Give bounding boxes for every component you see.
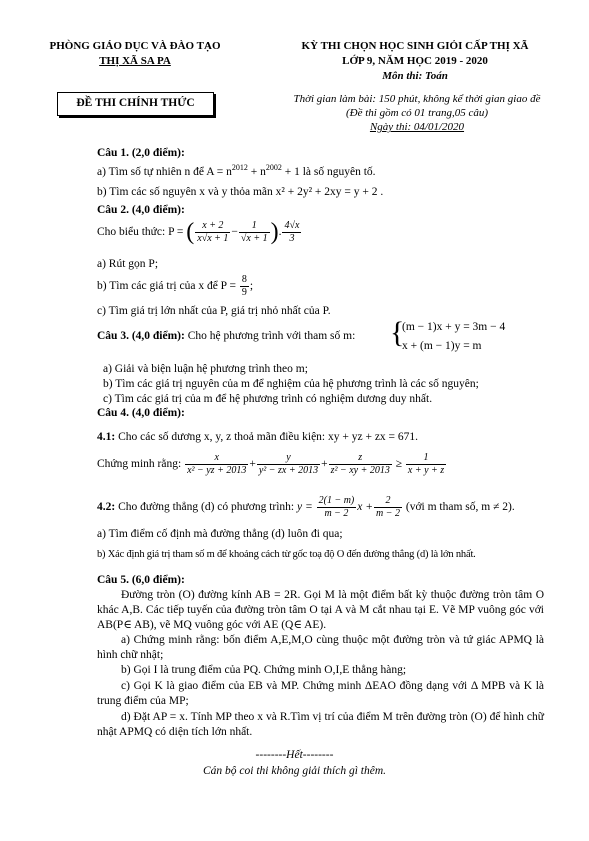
district-name: THỊ XÃ SA PA bbox=[99, 55, 171, 67]
q4-line-frac2: $\frac{2}{m - 2}$ bbox=[376, 495, 400, 519]
minus-sign: − bbox=[231, 226, 238, 238]
q3-eq1: (m − 1)x + y = 3m − 4 bbox=[402, 321, 506, 333]
q4-2-text: 4.2: Cho đường thẳng (d) có phương trình: y = $\frac{2(1 - m)}{m - 2}$ x + $\frac{2}{m - 2}$ (với m tham số, m ≠ 2). bbox=[97, 495, 515, 519]
dot-sign: . bbox=[278, 226, 282, 238]
q2-expression bbox=[97, 220, 302, 244]
q4-2-part-a: a) Tìm điểm cố định mà đường thẳng (d) luôn đi qua; bbox=[97, 528, 343, 540]
q2-part-b: b) Tìm các giá trị của x để P = $\frac{8}{9}$ ; bbox=[97, 274, 254, 298]
q4-1-text: 4.1: Cho các số dương x, y, z thoả mãn điều kiện: xy + yz + zx = 671. bbox=[97, 431, 419, 443]
q4-line-frac1: $\frac{2(1 - m)}{m - 2}$ bbox=[318, 495, 355, 519]
q1-a-text1: a) Tìm số tự nhiên n để A = n bbox=[97, 165, 232, 178]
q2-intro: Cho biểu thức: P = bbox=[97, 226, 184, 238]
q4-term2: $\frac{y}{\text{y² − zx + 2013}}$ bbox=[258, 452, 319, 476]
exam-subject: Môn thi: Toán bbox=[382, 70, 448, 82]
q2-b-frac: $\frac{8}{9}$ bbox=[241, 274, 247, 298]
brace-icon: { bbox=[390, 316, 405, 349]
proctor-note: Cán bộ coi thi không giải thích gì thêm. bbox=[202, 765, 387, 777]
q3-part-b: b) Tìm các giá trị nguyên của m để nghiệm của hệ phương trình là các số nguyên; bbox=[103, 378, 479, 390]
q5-part-c: c) Gọi K là giao điểm của EB và MP. Chứng minh ΔEAO đồng dạng với Δ MPB và K là trung điểm của MP; bbox=[97, 680, 544, 707]
time-note: Thời gian làm bài: 150 phút, không kể thời gian giao đề bbox=[293, 93, 541, 105]
q4-rhs: $\frac{1}{x + y + z}$ bbox=[407, 452, 445, 476]
q1-part-a bbox=[97, 163, 376, 178]
q2-frac1: $\frac{x + 2}{x√x + 1}$ bbox=[197, 220, 229, 244]
q4-2-part-b: b) Xác định giá trị tham số m để khoảng cách từ gốc toạ độ O đến đường thẳng (d) là lớn nhất. bbox=[97, 549, 476, 560]
department-name: PHÒNG GIÁO DỤC VÀ ĐÀO TẠO bbox=[49, 40, 221, 52]
q5-title: Câu 5. (6,0 điểm): bbox=[97, 574, 185, 586]
q3-part-a: a) Giải và biện luận hệ phương trình theo m; bbox=[103, 363, 308, 375]
q1-title: Câu 1. (2,0 điểm): bbox=[97, 147, 185, 159]
q3-intro: Cho hệ phương trình với tham số m: bbox=[184, 330, 356, 342]
q3-title: Câu 3. (4,0 điểm): bbox=[97, 330, 185, 342]
q4-1-inequality: Chứng minh rằng: $\frac{x}{\text{x² − yz + 2013}}$ + $\frac{y}{\text{y² − zx + 2013}}$ + $\frac{z}{\text{z² − xy + 2013}}$ ≥ $\frac{1}{x + y + z}$ bbox=[97, 452, 445, 476]
q3-header bbox=[97, 330, 355, 342]
q2-b-text: b) Tìm các giá trị của x để P = bbox=[97, 280, 237, 292]
q5-part-b: b) Gọi I là trung điểm của PQ. Chứng minh O,I,E thẳng hàng; bbox=[121, 664, 407, 676]
q4-title: Câu 4. (4,0 điểm): bbox=[97, 407, 185, 419]
q1-a-text2: + n bbox=[247, 165, 266, 178]
q2-part-a: a) Rút gọn P; bbox=[97, 258, 159, 270]
exam-date: Ngày thi: 04/01/2020 bbox=[369, 121, 465, 133]
q3-eq2: x + (m − 1)y = m bbox=[402, 340, 482, 352]
exam-name: KỲ THI CHỌN HỌC SINH GIỎI CẤP THỊ XÃ bbox=[301, 40, 529, 52]
q1-a-text3: + 1 là số nguyên tố. bbox=[281, 165, 376, 178]
q5-part-d: d) Đặt AP = x. Tính MP theo x và R.Tìm vị trí của điểm M trên đường tròn (O) để hình chữ nhật APMQ có diện tích lớn nhất. bbox=[97, 711, 544, 738]
q1-a-exp2: 2002 bbox=[265, 163, 282, 172]
q2-title: Câu 2. (4,0 điểm): bbox=[97, 204, 185, 216]
q1-a-exp1: 2012 bbox=[231, 163, 248, 172]
q1-part-b: b) Tìm các số nguyên x và y thỏa mãn x² + 2y² + 2xy = y + 2 . bbox=[97, 186, 384, 198]
q5-intro: Đường tròn (O) đường kính AB = 2R. Gọi M là một điểm bất kỳ thuộc đường tròn tâm O khác A,B. Các tiếp tuyến của đường tròn tâm O tại A và M cắt nhau tại E. Vẽ MP vuông góc với AB(P∈ AB), vẽ MQ vuông góc với AE (Q∈ AE). bbox=[97, 589, 544, 631]
q2-part-c: c) Tìm giá trị lớn nhất của P, giá trị nhỏ nhất của P. bbox=[97, 305, 331, 317]
q4-prove: Chứng minh rằng: bbox=[97, 458, 182, 470]
q2-frac2: $\frac{1}{√x + 1}$ bbox=[240, 220, 268, 244]
page-count-note: (Đề thi gồm có 01 trang,05 câu) bbox=[345, 107, 489, 119]
exam-grade-year: LỚP 9, NĂM HỌC 2019 - 2020 bbox=[342, 55, 488, 67]
q4-term1: $\frac{x}{\text{x² − yz + 2013}}$ bbox=[187, 452, 247, 476]
q3-part-c: c) Tìm các giá trị của m để hệ phương trình có nghiệm dương duy nhất. bbox=[103, 393, 433, 405]
official-exam-label: ĐỀ THI CHÍNH THỨC bbox=[76, 97, 195, 109]
end-marker: --------Hết-------- bbox=[255, 749, 334, 761]
q4-term3: $\frac{z}{\text{z² − xy + 2013}}$ bbox=[330, 452, 390, 476]
q5-part-a: a) Chứng minh rằng: bốn điểm A,E,M,O cùng thuộc một đường tròn và tứ giác APMQ là hình chữ nhật; bbox=[97, 634, 544, 661]
q2-frac3: $\frac{4√x}{3}$ bbox=[284, 220, 300, 244]
paren-open: ( bbox=[186, 219, 195, 245]
paren-close: ) bbox=[270, 219, 279, 245]
